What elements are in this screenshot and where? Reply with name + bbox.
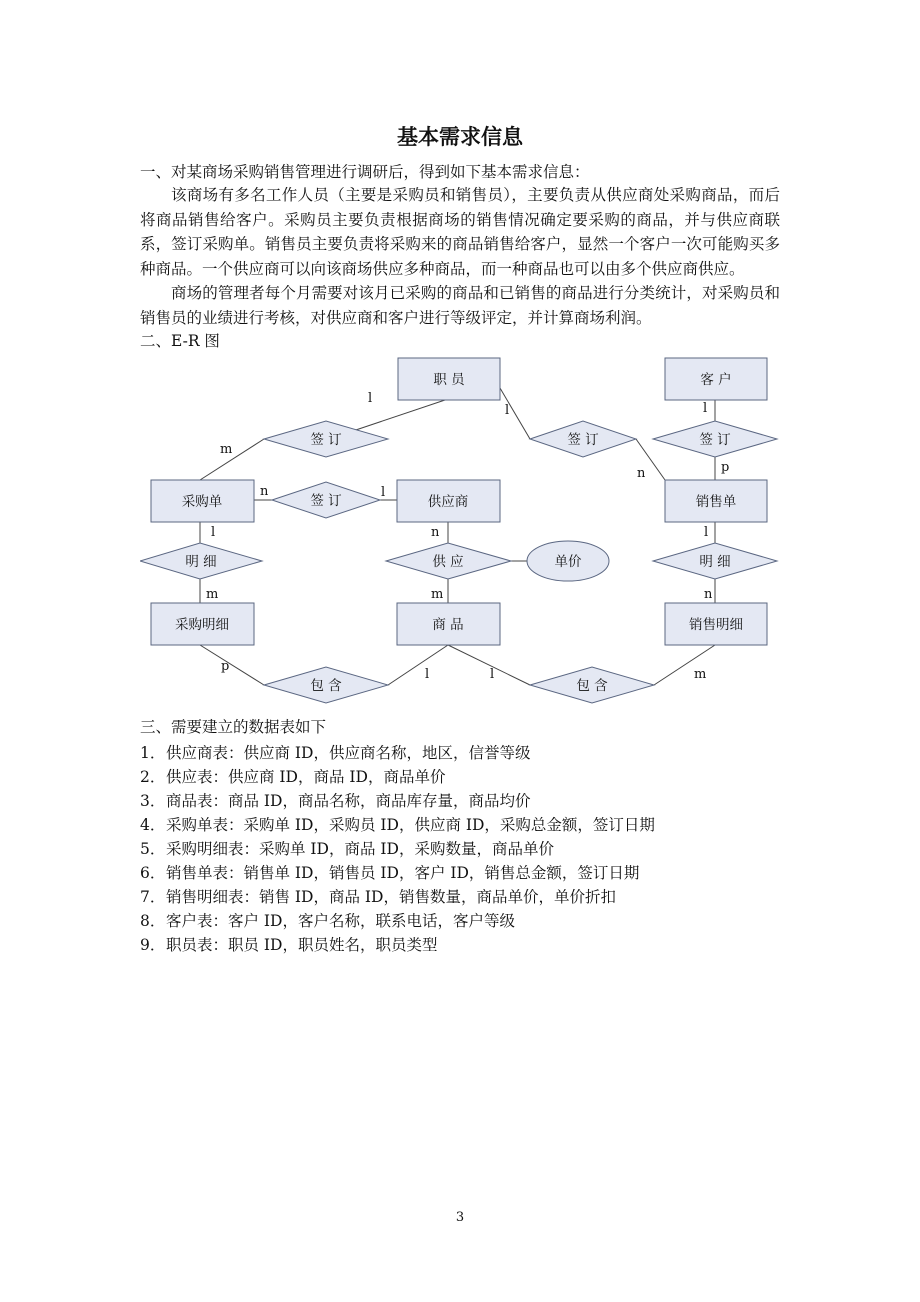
list-item (140, 741, 530, 763)
entity-product-label: 商 品 (432, 617, 464, 633)
list-item-number: 1． (140, 744, 166, 762)
relationship-detail-purchase (140, 543, 262, 579)
relationship-sign-purchase-supplier (272, 482, 380, 518)
list-item-text: 客户表：客户 ID，客户名称，联系电话，客户等级 (166, 912, 515, 930)
list-item-text: 商品表：商品 ID，商品名称，商品库存量，商品均价 (166, 792, 531, 810)
relationship-supply (386, 543, 511, 579)
cardinality: m (220, 442, 233, 457)
section2-heading: 二、E-R 图 (140, 332, 220, 350)
attribute-unit-price-label: 单价 (554, 554, 582, 570)
cardinality: l (505, 403, 510, 418)
connector (388, 645, 448, 685)
cardinality: l (490, 667, 495, 682)
relationship-label: 签 订 (699, 432, 731, 448)
relationship-contain-purchase (264, 667, 388, 703)
cardinality: m (431, 587, 444, 602)
cardinality: n (704, 587, 713, 602)
page-number: 3 (455, 1210, 465, 1225)
relationship-label: 包 含 (576, 678, 608, 694)
cardinality: n (431, 525, 440, 540)
entity-sales-detail (665, 603, 767, 645)
section1-heading: 一、对某商场采购销售管理进行调研后，得到如下基本需求信息： (140, 163, 590, 181)
list-item (140, 909, 515, 931)
connector (448, 645, 530, 685)
list-item-number: 5． (140, 840, 166, 858)
list-item (140, 789, 530, 811)
entity-staff-label: 职 员 (433, 372, 465, 388)
entity-product (397, 603, 500, 645)
section1-paragraph-2: 商场的管理者每个月需要对该月已采购的商品和已销售的商品进行分类统计，对采购员和销售员的业绩进行考核，对供应商和客户进行等级评定，并计算商场利润。 (140, 284, 780, 327)
entity-staff (398, 358, 500, 400)
entity-purchase-order-label: 采购单 (181, 494, 223, 510)
entity-purchase-order (151, 480, 254, 522)
cardinality: p (721, 460, 730, 475)
cardinality: l (381, 485, 386, 500)
attribute-unit-price (527, 541, 609, 581)
entity-purchase-detail-label: 采购明细 (175, 617, 229, 633)
list-item-text: 供应表：供应商 ID，商品 ID，商品单价 (166, 768, 446, 786)
cardinality: l (704, 525, 709, 540)
cardinality: m (694, 667, 707, 682)
relationship-contain-sales (530, 667, 654, 703)
relationship-label: 供 应 (432, 554, 464, 570)
er-diagram (140, 350, 780, 720)
cardinality: n (637, 466, 646, 481)
list-item-text: 采购单表：采购单 ID，采购员 ID，供应商 ID，采购总金额，签订日期 (166, 816, 655, 834)
cardinality: n (260, 484, 269, 499)
entity-sales-detail-label: 销售明细 (689, 617, 743, 633)
list-item-number: 7． (140, 888, 166, 906)
entity-customer (665, 358, 767, 400)
relationship-sign-customer-sales (653, 421, 777, 457)
cardinality: p (221, 659, 230, 674)
entity-purchase-detail (151, 603, 254, 645)
list-item-text: 销售明细表：销售 ID，商品 ID，销售数量，商品单价，单价折扣 (166, 888, 616, 906)
list-item (140, 765, 445, 787)
relationship-label: 明 细 (185, 554, 217, 570)
relationship-label: 包 含 (310, 678, 342, 694)
list-item-number: 4． (140, 816, 166, 834)
list-item (140, 933, 437, 955)
list-item-number: 2． (140, 768, 166, 786)
relationship-label: 签 订 (310, 432, 342, 448)
relationship-label: 签 订 (567, 432, 599, 448)
entity-sales-order-label: 销售单 (695, 494, 737, 510)
page-title: 基本需求信息 (397, 125, 523, 149)
list-item (140, 861, 639, 883)
relationship-label: 签 订 (310, 493, 342, 509)
list-item-text: 采购明细表：采购单 ID，商品 ID，采购数量，商品单价 (166, 840, 554, 858)
cardinality: l (368, 391, 373, 406)
cardinality: l (425, 667, 430, 682)
section1-paragraph-1: 该商场有多名工作人员（主要是采购员和销售员），主要负责从供应商处采购商品，而后将商品销售给客户。采购员主要负责根据商场的销售情况确定要采购的商品，并与供应商联系，签订采购单。销售员主要负责将采购来的商品销售给客户，显然一个客户一次可能购买多种商品。一个供应商可以向该商场供应多种商品，而一种商品也可以由多个供应商供应。 (140, 186, 780, 278)
section3-heading: 三、需要建立的数据表如下 (140, 718, 327, 736)
list-item-text: 职员表：职员 ID，职员姓名，职员类型 (166, 936, 438, 954)
list-item-number: 9． (140, 936, 166, 954)
list-item-number: 8． (140, 912, 166, 930)
list-item-number: 3． (140, 792, 166, 810)
entity-sales-order (665, 480, 767, 522)
connector (200, 645, 264, 685)
cardinality: m (206, 587, 219, 602)
list-item (140, 837, 554, 859)
list-item (140, 813, 655, 835)
list-item-number: 6． (140, 864, 166, 882)
relationship-label: 明 细 (699, 554, 731, 570)
entity-supplier (397, 480, 500, 522)
entity-customer-label: 客 户 (700, 372, 732, 388)
list-item (140, 885, 616, 907)
cardinality: l (703, 401, 708, 416)
relationship-detail-sales (653, 543, 777, 579)
relationship-sign-staff-purchase (264, 421, 388, 457)
list-item-text: 供应商表：供应商 ID，供应商名称，地区，信誉等级 (166, 744, 531, 762)
cardinality: l (211, 525, 216, 540)
entity-supplier-label: 供应商 (427, 494, 469, 510)
relationship-sign-staff-sales (530, 421, 636, 457)
list-item-text: 销售单表：销售单 ID，销售员 ID，客户 ID，销售总金额，签订日期 (166, 864, 640, 882)
